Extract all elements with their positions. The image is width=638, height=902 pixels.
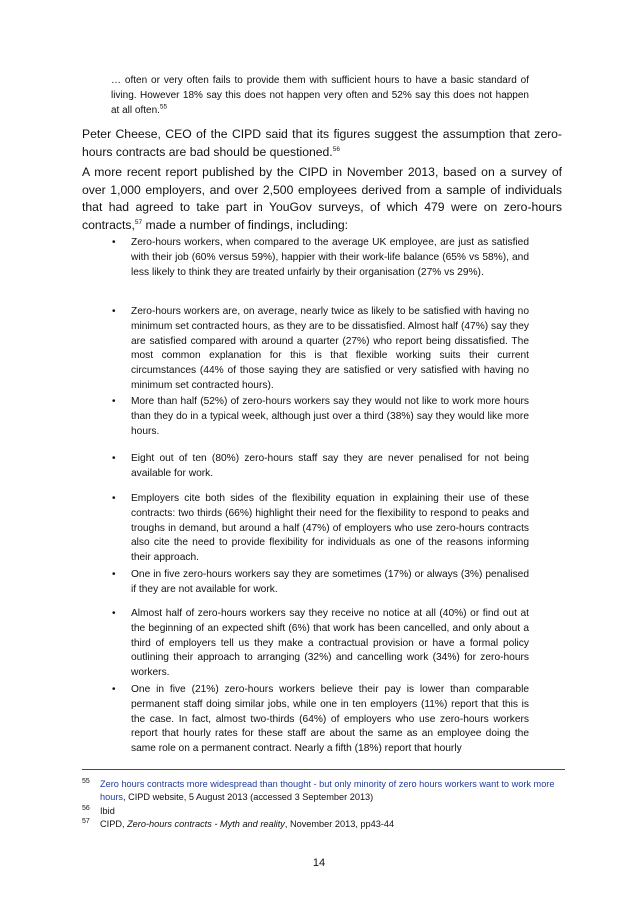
paragraph-text-continued: made a number of findings, including: <box>142 217 349 232</box>
footnote-number: 56 <box>82 805 90 812</box>
footnote-title: Zero-hours contracts - Myth and reality <box>127 819 285 829</box>
footnote-ref-55[interactable]: 55 <box>159 103 168 111</box>
bullet-icon: • <box>112 608 116 619</box>
footnote-text: CIPD, <box>100 819 128 829</box>
paragraph-peter-cheese <box>82 126 562 161</box>
footnote-ref-57[interactable]: 57 <box>134 218 143 226</box>
footnote-ref-56[interactable]: 56 <box>332 145 340 153</box>
list-item-text: Almost half of zero-hours workers say they receive no notice at all (40%) or find out at the beginning of an expected shift (6%) that work has been cancelled, and only about a third of employers tell us they make a contractual provision or have a formal policy outlining their approach to arranging (32%) and cancelling work (34%) for zero-hours workers. <box>131 608 529 679</box>
list-item-text: More than half (52%) of zero-hours workers say they would not like to work more hours than they do in a typical week, although just over a third (38%) say they would like more hours. <box>131 396 529 437</box>
block-quote <box>111 74 529 118</box>
list-item-text: Employers cite both sides of the flexibility equation in explaining their use of these contracts: two thirds (66%) highlight their need for the flexibility to respond to peaks and troughs in demand, but around a half (47%) of employers who use zero-hours contracts also cite the need to provide flexibility for individuals as one of the reasons informing their approach. <box>131 493 529 564</box>
list-item-text: Eight out of ten (80%) zero-hours staff say they are never penalised for not being available for work. <box>131 453 529 479</box>
bullet-icon: • <box>112 237 116 248</box>
list-item-text: Zero-hours workers are, on average, nearly twice as likely to be satisfied with having no minimum set contracted hours, as they are to be dissatisfied. Almost half (47%) say they are satisfied compared with around a quarter (27%) who report being dissatisfied. The most common explanation for this is that flexible working suits their current circumstances (44% of those saying they are satisfied or very satisfied with having no minimum set contracted hours). <box>131 306 529 391</box>
list-item-text: One in five zero-hours workers say they are sometimes (17%) or always (3%) penalised if they are not available for work. <box>131 569 529 595</box>
paragraph-text: A more recent report published by the CIPD in November 2013, based on a survey of over 1,000 employers, and over 2,500 employees derived from a sample of individuals that had agreed to take part in YouGov surveys, of which 479 were on zero-hours contracts, <box>82 165 562 232</box>
bullet-icon: • <box>112 306 116 317</box>
footnote-text: , CIPD website, 5 August 2013 (accessed 3 September 2013) <box>122 792 374 802</box>
bullet-icon: • <box>112 684 116 695</box>
footnote-text: Ibid <box>100 806 115 816</box>
footnote-divider <box>82 769 565 770</box>
footnote-text-end: , November 2013, pp43-44 <box>284 819 395 829</box>
page-number: 14 <box>312 857 326 869</box>
paragraph-text: Peter Cheese, CEO of the CIPD said that its figures suggest the assumption that zero-hours contracts are bad should be questioned. <box>82 127 562 159</box>
quote-text: … often or very often fails to provide them with sufficient hours to have a basic standard of living. However 18% say this does not happen very often and 52% say this does not happen at all often. <box>111 75 529 116</box>
list-item-text: Zero-hours workers, when compared to the average UK employee, are just as satisfied with their job (60% versus 59%), happier with their work-life balance (65% vs 58%), and less likely to think they are treated unfairly by their organisation (27% vs 29%). <box>131 237 529 278</box>
footnote-number: 57 <box>82 818 90 825</box>
bullet-icon: • <box>112 493 116 504</box>
bullet-icon: • <box>112 396 116 407</box>
footnote-number: 55 <box>82 778 90 785</box>
footnote-link[interactable]: Zero hours contracts more widespread than thought - but only minority of zero hours workers want to work more hours <box>100 779 555 802</box>
bullet-icon: • <box>112 569 116 580</box>
paragraph-cipd-report <box>82 164 562 234</box>
bullet-icon: • <box>112 453 116 464</box>
list-item-text: One in five (21%) zero-hours workers believe their pay is lower than comparable permanent staff doing similar jobs, while one in ten employers (11%) report that this is the case. In fact, almost two-thirds (64%) of employers who use zero-hours workers report that hourly rates for these staff are about the same as an employee doing the same role on a permanent contract. Nearly a fifth (18%) report that hourly <box>131 684 529 755</box>
